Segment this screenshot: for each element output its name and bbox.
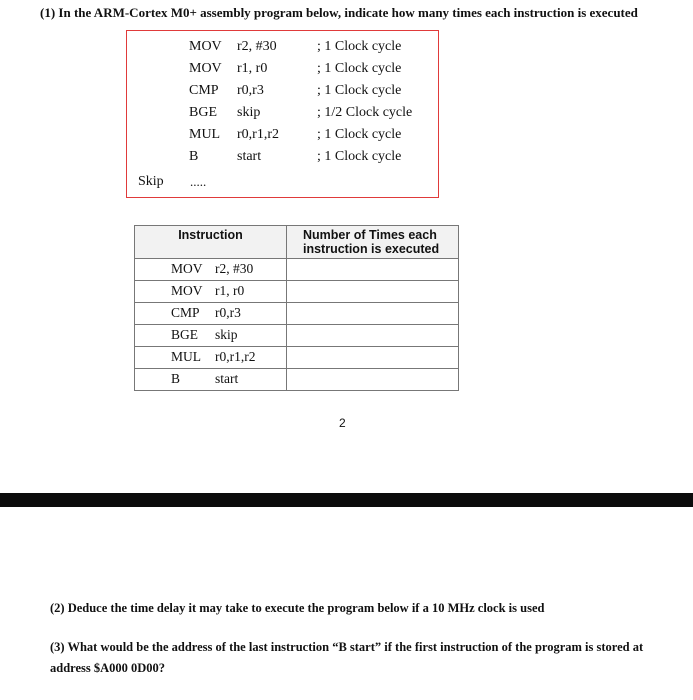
skip-ellipsis: ..... bbox=[190, 174, 207, 189]
times-cell[interactable] bbox=[287, 303, 459, 325]
question-2: (2) Deduce the time delay it may take to execute the program below if a 10 MHz clock is used bbox=[50, 601, 545, 615]
code-args: skip bbox=[237, 105, 261, 120]
code-args: r1, r0 bbox=[237, 61, 268, 76]
code-op: B bbox=[189, 149, 199, 164]
code-comment: ; 1 Clock cycle bbox=[317, 127, 402, 142]
page-divider bbox=[0, 493, 693, 507]
instr-args: r2, #30 bbox=[215, 261, 254, 276]
instr-args: skip bbox=[215, 327, 238, 342]
code-args: r0,r3 bbox=[237, 83, 264, 98]
table-row bbox=[135, 325, 459, 347]
instr-op: BGE bbox=[171, 327, 198, 342]
instr-op: MUL bbox=[171, 349, 201, 364]
instruction-cell bbox=[135, 303, 287, 325]
instruction-cell bbox=[135, 347, 287, 369]
header-instruction: Instruction bbox=[135, 226, 287, 259]
instr-args: r0,r3 bbox=[215, 305, 241, 320]
execution-count-table bbox=[134, 225, 459, 391]
code-op: CMP bbox=[189, 83, 219, 98]
code-op: MOV bbox=[189, 39, 222, 54]
table-header-row bbox=[135, 226, 459, 259]
table-row bbox=[135, 259, 459, 281]
code-args: r2, #30 bbox=[237, 39, 277, 54]
instr-op: MOV bbox=[171, 261, 203, 276]
times-cell[interactable] bbox=[287, 347, 459, 369]
code-args: start bbox=[237, 149, 262, 164]
header-times-executed: Number of Times each instruction is executed bbox=[287, 226, 459, 259]
table-row bbox=[135, 347, 459, 369]
question-1: (1) In the ARM-Cortex M0+ assembly program below, indicate how many times each instruction is executed bbox=[40, 5, 638, 20]
code-comment: ; 1 Clock cycle bbox=[317, 149, 402, 164]
code-comment: ; 1 Clock cycle bbox=[317, 39, 402, 54]
instr-op: CMP bbox=[171, 305, 200, 320]
code-op: BGE bbox=[189, 105, 217, 120]
question-3: (3) What would be the address of the last instruction “B start” if the first instruction of the program is stored at address $A000 0D00? bbox=[50, 640, 644, 675]
instruction-cell bbox=[135, 369, 287, 391]
code-args: r0,r1,r2 bbox=[237, 127, 279, 142]
table-row bbox=[135, 281, 459, 303]
times-cell[interactable] bbox=[287, 259, 459, 281]
instr-op: MOV bbox=[171, 283, 203, 298]
times-cell[interactable] bbox=[287, 281, 459, 303]
code-op: MUL bbox=[189, 127, 221, 142]
instruction-cell bbox=[135, 281, 287, 303]
instr-args: r1, r0 bbox=[215, 283, 245, 298]
instruction-cell bbox=[135, 325, 287, 347]
instr-args: r0,r1,r2 bbox=[215, 349, 256, 364]
page-number: 2 bbox=[339, 416, 346, 430]
code-comment: ; 1/2 Clock cycle bbox=[317, 105, 413, 120]
times-cell[interactable] bbox=[287, 325, 459, 347]
table-row bbox=[135, 369, 459, 391]
times-cell[interactable] bbox=[287, 369, 459, 391]
code-comment: ; 1 Clock cycle bbox=[317, 61, 402, 76]
instr-op: B bbox=[171, 371, 181, 386]
code-comment: ; 1 Clock cycle bbox=[317, 83, 402, 98]
instruction-cell bbox=[135, 259, 287, 281]
skip-label: Skip bbox=[138, 174, 164, 189]
code-box bbox=[126, 30, 439, 198]
table-row bbox=[135, 303, 459, 325]
instr-args: start bbox=[215, 371, 239, 386]
code-op: MOV bbox=[189, 61, 222, 76]
